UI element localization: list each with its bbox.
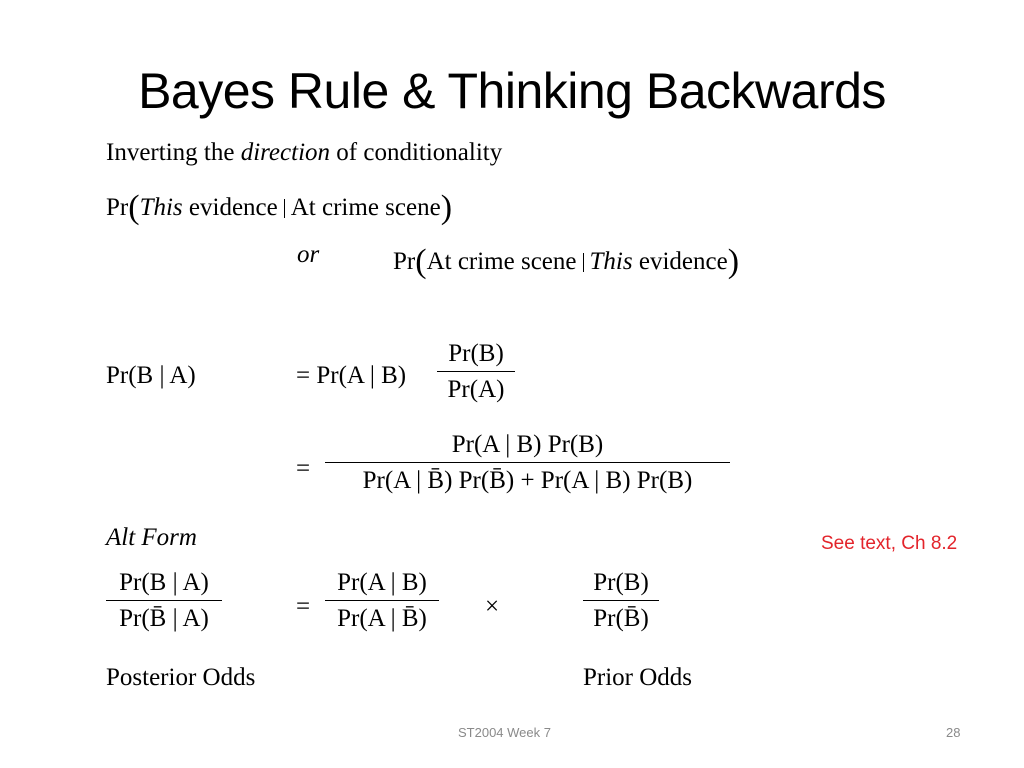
pr-symbol: Pr (106, 194, 129, 221)
equals-sign: = (296, 593, 311, 620)
fraction-numerator: Pr(B | A) (119, 569, 209, 596)
page-number: 28 (946, 725, 961, 740)
prior-odds-fraction (583, 569, 659, 633)
likelihood-ratio-fraction (325, 569, 439, 633)
prior-odds-label: Prior Odds (583, 664, 693, 691)
intro-suffix: of conditionality (330, 139, 503, 166)
fraction-numerator: Pr(B) (448, 340, 504, 367)
evidence-word: evidence (182, 194, 278, 221)
times-sign: × (485, 593, 500, 620)
bayes-line1-fraction (437, 340, 515, 404)
fraction-denominator: Pr(B̄ | A) (119, 605, 209, 633)
fraction-bar (325, 600, 439, 601)
intro-prefix: Inverting the (106, 139, 241, 166)
this-word: This (139, 194, 183, 221)
fraction-numerator: Pr(A | B) (337, 569, 427, 596)
left-paren: ( (128, 189, 140, 226)
footer-course: ST2004 Week 7 (458, 725, 551, 740)
fraction-denominator: Pr(A | B̄) Pr(B̄) + Pr(A | B) Pr(B) (362, 467, 693, 495)
evidence-word: evidence (632, 248, 728, 275)
see-text-note: See text, Ch 8.2 (821, 533, 958, 554)
equals-sign: = (296, 455, 311, 482)
fraction-denominator: Pr(A | B̄) (337, 605, 427, 633)
fraction-denominator: Pr(B̄) (593, 605, 649, 633)
expression-scene-given-evidence (393, 240, 739, 278)
fraction-denominator: Pr(A) (447, 376, 505, 404)
intro-line (106, 139, 502, 167)
bayes-line2-fraction (325, 431, 730, 495)
posterior-odds-label: Posterior Odds (106, 664, 256, 691)
slide-title: Bayes Rule & Thinking Backwards (138, 63, 886, 119)
fraction-numerator: Pr(A | B) Pr(B) (451, 431, 604, 458)
this-word: This (589, 248, 633, 275)
left-paren: ( (415, 243, 427, 280)
given-bar (583, 253, 584, 272)
or-word: or (297, 241, 320, 268)
fraction-bar (325, 462, 730, 463)
bayes-line1-prefix: = Pr(A | B) (296, 362, 407, 389)
fraction-bar (106, 600, 222, 601)
scene-phrase: At crime scene (426, 248, 577, 275)
posterior-odds-fraction (106, 569, 222, 633)
intro-emphasis: direction (240, 139, 331, 166)
fraction-bar (437, 371, 515, 372)
right-paren: ) (727, 243, 740, 280)
scene-phrase: At crime scene (290, 194, 441, 221)
fraction-numerator: Pr(B) (593, 569, 649, 596)
fraction-bar (583, 600, 659, 601)
pr-symbol: Pr (393, 248, 416, 275)
given-bar (284, 199, 285, 218)
bayes-lhs: Pr(B | A) (106, 362, 196, 389)
alt-form-label: Alt Form (106, 524, 197, 551)
right-paren: ) (440, 189, 453, 226)
expression-evidence-given-scene (106, 186, 452, 224)
